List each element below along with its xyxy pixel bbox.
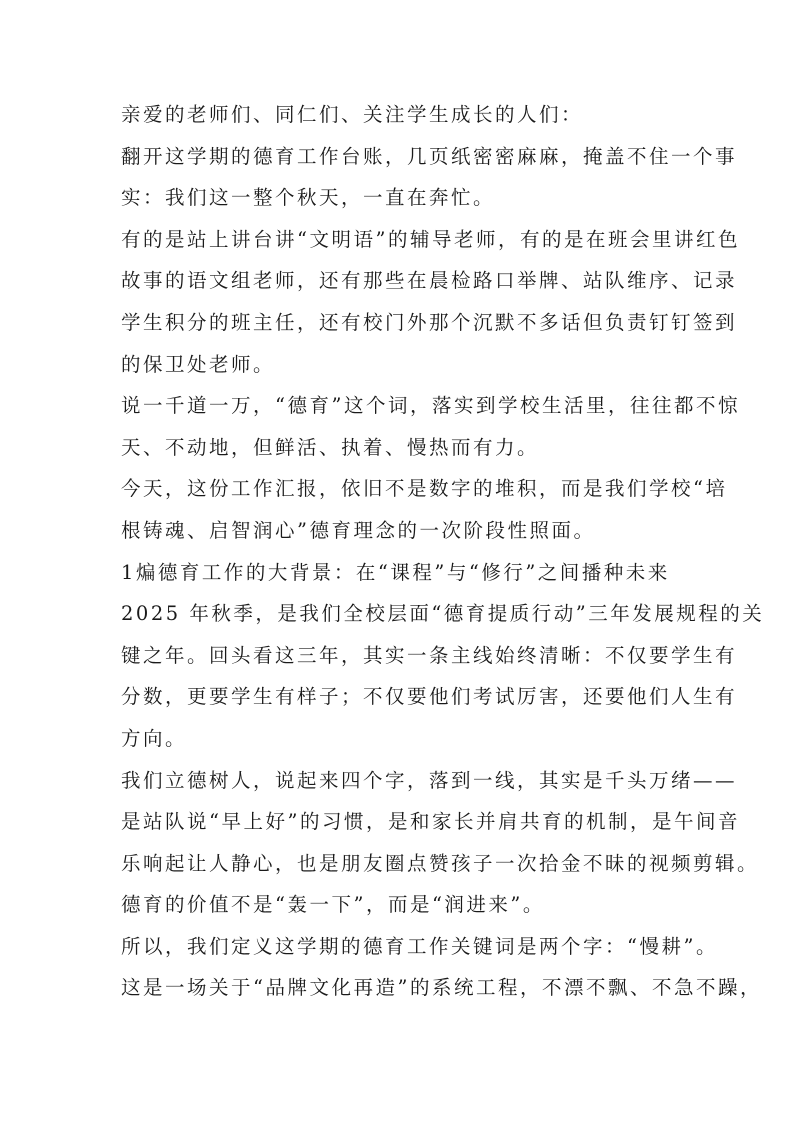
text-line: 翻开这学期的德育工作台账，几页纸密密麻麻，掩盖不住一个事 — [121, 144, 738, 168]
paragraph-brand-culture — [121, 967, 762, 1009]
document-page — [121, 94, 765, 1009]
text-line: 的保卫处老师。 — [121, 352, 276, 376]
text-line: 所以，我们定义这学期的德育工作关键词是两个字：“慢耕”。 — [121, 934, 718, 958]
text-line: 根铸魂、启智润心”德育理念的一次阶段性照面。 — [121, 518, 596, 542]
text-line: 说一千道一万，“德育”这个词，落实到学校生活里，往往都不惊 — [121, 394, 740, 418]
text-line: 2025 年秋季，是我们全校层面“德育提质行动”三年发展规程的关 — [121, 602, 765, 626]
text-line: 实：我们这一整个秋天，一直在奔忙。 — [121, 186, 496, 210]
paragraph-keyword — [121, 926, 718, 968]
text-line: 乐响起让人静心，也是朋友圈点赞孩子一次拾金不昧的视频剪辑。 — [121, 851, 760, 875]
paragraph-lide-shuren — [121, 760, 760, 885]
section-heading — [121, 552, 681, 594]
text-line: 我们立德树人，说起来四个字，落到一线，其实是千头万绪—— — [121, 768, 738, 792]
text-line: 学生积分的班主任，还有校门外那个沉默不多话但负责钉钉签到 — [121, 310, 738, 334]
paragraph-moral-education — [121, 385, 740, 468]
paragraph-report-intro — [121, 468, 728, 551]
text-line: 方向。 — [121, 726, 188, 750]
text-line: 是站队说“早上好”的习惯，是和家长并肩共育的机制，是午间音 — [121, 810, 740, 834]
text-line: 天、不动地，但鲜活、执着、慢热而有力。 — [121, 435, 540, 459]
paragraph-ledger — [121, 136, 738, 219]
paragraph-greeting — [121, 94, 681, 136]
paragraph-teachers — [121, 219, 740, 385]
text-line: 有的是站上讲台讲“文明语”的辅导老师，有的是在班会里讲红色 — [121, 227, 740, 251]
paragraph-value — [121, 884, 681, 926]
heading-line: 1煸德育工作的大背景：在“课程”与“修行”之间播种未来 — [121, 560, 670, 584]
text-line: 键之年。回头看这三年，其实一条主线始终清晰：不仅要学生有 — [121, 643, 738, 667]
text-line: 今天，这份工作汇报，依旧不是数字的堆积，而是我们学校“培 — [121, 477, 728, 501]
text-line: 德育的价值不是“轰一下”，而是“润进来”。 — [121, 893, 545, 917]
text-line: 亲爱的老师们、同仁们、关注学生成长的人们： — [121, 103, 584, 126]
text-line: 这是一场关于“品牌文化再造”的系统工程，不漂不飘、不急不躁， — [121, 976, 762, 1000]
text-line: 分数，更要学生有样子；不仅要他们考试厉害，还要他们人生有 — [121, 685, 738, 709]
text-line: 故事的语文组老师，还有那些在晨检路口举牌、站队维序、记录 — [121, 269, 738, 293]
paragraph-background — [121, 593, 765, 759]
